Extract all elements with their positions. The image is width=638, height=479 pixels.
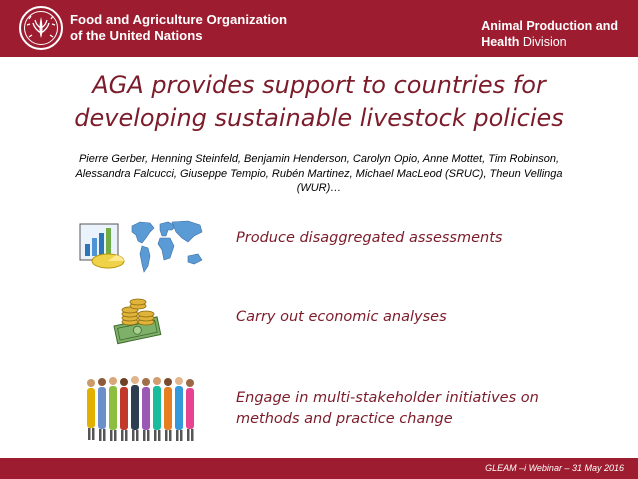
authors-line1: Pierre Gerber, Henning Steinfeld, Benjamin Henderson, Carolyn Opio, Anne Mottet, Tim Robinson, [78,153,560,165]
footer-bar [0,458,638,479]
slide-title-line1: AGA provides support to countries for [92,71,546,99]
division-name-rest: Division [519,35,567,49]
item-1-text: Produce disaggregated assessments [236,230,503,246]
item-economic-analyses [236,307,447,328]
item-3-text-line2: methods and practice change [236,411,453,427]
division-name-bold: Health [481,35,520,49]
slide-title [0,69,638,135]
division-name [481,18,618,50]
division-name-line2 [481,34,618,50]
organization-name-line2: of the United Nations [70,28,203,43]
organization-name-line1: Food and Agriculture Organization [70,12,288,27]
world-map-chart-icon [76,216,208,278]
item-stakeholder-initiatives [236,388,539,430]
division-name-line1: Animal Production and [481,19,618,33]
slide-title-line2: developing sustainable livestock policies [74,104,564,132]
people-group-icon [84,375,196,443]
item-3-text-line1: Engage in multi-stakeholder initiatives on [236,390,539,406]
fao-emblem-icon [18,5,64,51]
money-coins-icon [108,296,170,352]
header-bar [0,0,638,57]
organization-name [70,12,287,44]
item-produce-assessments [236,228,502,249]
footer-text: GLEAM –i Webinar – 31 May 2016 [485,463,624,473]
authors-list [14,152,624,196]
authors-line3: (WUR)… [296,182,342,194]
item-2-text: Carry out economic analyses [236,309,447,325]
authors-line2: Alessandra Falcucci, Giuseppe Tempio, Rubén Martinez, Michael MacLeod (SRUC), Theun Vellinga [75,167,563,180]
